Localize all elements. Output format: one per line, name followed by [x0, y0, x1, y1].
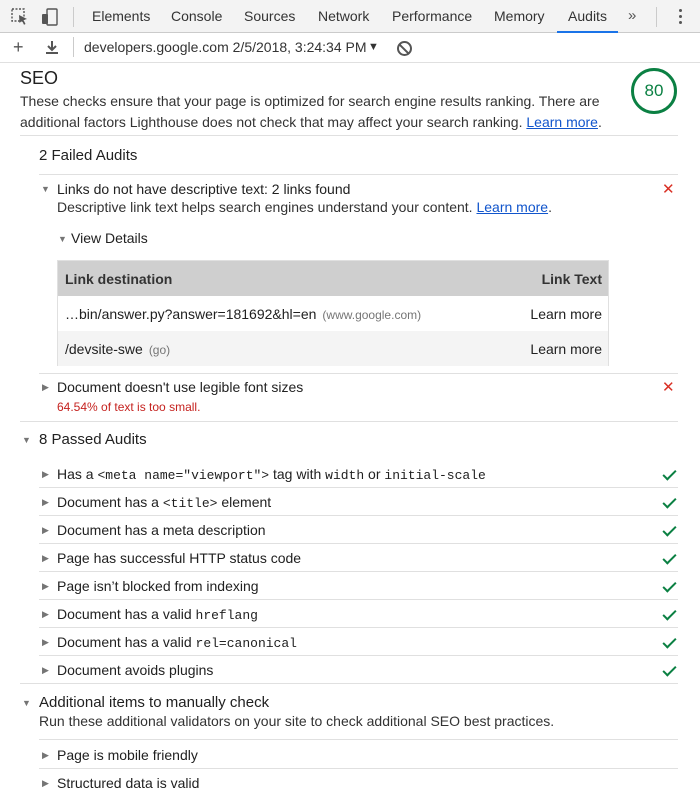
divider: [39, 599, 678, 600]
tab-sources[interactable]: Sources: [244, 8, 296, 24]
manual-item[interactable]: Page is mobile friendly: [57, 747, 198, 763]
audit-title-part: Document has a: [57, 494, 163, 510]
collapsed-arrow-icon[interactable]: ▶: [42, 525, 49, 535]
divider: [39, 487, 678, 488]
clear-reports-icon[interactable]: [397, 41, 412, 56]
audit-title-part: element: [217, 494, 272, 510]
pass-check-icon: [662, 522, 676, 536]
collapsed-arrow-icon[interactable]: ▶: [42, 581, 49, 591]
pass-check-icon: [662, 550, 676, 564]
divider: [20, 135, 678, 136]
pass-check-icon: [662, 494, 676, 508]
audit-title-part: width: [325, 468, 365, 483]
fail-icon: ✕: [662, 379, 675, 396]
url-text: /devsite-swe: [65, 341, 143, 357]
divider: [39, 655, 678, 656]
view-details-toggle[interactable]: View Details: [71, 230, 148, 246]
audit-title[interactable]: [57, 466, 486, 483]
expanded-arrow-icon[interactable]: ▼: [22, 698, 31, 708]
audit-description: Descriptive link text helps search engines understand your content. Learn more.: [57, 199, 552, 215]
column-header: Link destination: [65, 271, 173, 287]
audit-title-part: hreflang: [195, 608, 258, 623]
category-description: These checks ensure that your page is optimized for search engine results ranking. There are additional factors Lighthouse does not check that may affect your search ranking. Learn more.: [20, 93, 602, 130]
audit-title[interactable]: [57, 550, 301, 566]
audit-title-part: Document has a meta description: [57, 522, 266, 538]
audit-display-value: 64.54% of text is too small.: [57, 400, 201, 414]
collapsed-arrow-icon[interactable]: ▶: [42, 469, 49, 479]
url-host: (go): [148, 343, 171, 357]
tabbar-separator: [656, 7, 657, 27]
divider: [20, 683, 678, 684]
collapsed-arrow-icon[interactable]: ▶: [42, 497, 49, 507]
score-value: 80: [644, 81, 664, 100]
collapsed-arrow-icon[interactable]: ▶: [42, 637, 49, 647]
audit-title[interactable]: [57, 522, 266, 538]
divider: [39, 768, 678, 769]
url-host: (www.google.com): [322, 308, 422, 322]
expanded-arrow-icon[interactable]: ▼: [41, 184, 50, 194]
collapsed-arrow-icon[interactable]: ▶: [42, 382, 49, 392]
collapsed-arrow-icon[interactable]: ▶: [42, 778, 49, 788]
audits-toolbar: [0, 33, 700, 63]
audit-title[interactable]: [57, 494, 271, 511]
audit-title-part: rel=canonical: [195, 636, 297, 651]
table-row: [58, 331, 608, 366]
audit-title[interactable]: [57, 578, 259, 594]
manual-item[interactable]: Structured data is valid: [57, 775, 200, 791]
score-gauge: [631, 68, 677, 114]
audit-title-part: Document has a valid: [57, 606, 196, 622]
category-description-text: These checks ensure that your page is optimized for search engine results ranking. There are additional factors Lighthouse does not check that may affect your search ranking.: [20, 93, 600, 130]
learn-more-link[interactable]: Learn more: [476, 199, 549, 215]
audit-title-part: Page isn’t blocked from indexing: [57, 578, 259, 594]
collapsed-arrow-icon[interactable]: ▶: [42, 665, 49, 675]
more-tabs-icon[interactable]: »: [628, 7, 637, 24]
divider: [39, 174, 678, 175]
link-text: Learn more: [530, 306, 602, 322]
passed-audits-title[interactable]: 8 Passed Audits: [39, 431, 147, 448]
link-text: Learn more: [530, 341, 602, 357]
device-toolbar-icon[interactable]: [41, 8, 59, 26]
pass-check-icon: [662, 634, 676, 648]
audit-title-part: <title>: [162, 496, 218, 511]
fail-icon: ✕: [662, 181, 675, 198]
report-selector[interactable]: developers.google.com 2/5/2018, 3:24:34 PM: [84, 39, 367, 55]
devtools-tabbar: [0, 0, 700, 33]
audit-description-text: Descriptive link text helps search engines understand your content.: [57, 199, 473, 215]
details-table: [57, 260, 609, 366]
audit-title-part: tag with: [269, 466, 326, 482]
audit-title-part: Document avoids plugins: [57, 662, 214, 678]
download-report-icon[interactable]: [45, 40, 59, 55]
divider: [39, 571, 678, 572]
divider: [39, 627, 678, 628]
link-destination: [65, 341, 170, 357]
manual-checks-title[interactable]: Additional items to manually check: [39, 694, 270, 711]
pass-check-icon: [662, 662, 676, 676]
audit-title-part: initial-scale: [384, 468, 486, 483]
audit-title[interactable]: [57, 662, 213, 678]
collapsed-arrow-icon[interactable]: ▶: [42, 750, 49, 760]
manual-checks-description: Run these additional validators on your site to check additional SEO best practices.: [39, 713, 555, 729]
learn-more-link[interactable]: Learn more: [526, 114, 598, 130]
audit-title-part: Document has a valid: [57, 634, 196, 650]
tab-audits[interactable]: Audits: [557, 0, 618, 33]
divider: [39, 373, 678, 374]
audit-title-part: Page has successful HTTP status code: [57, 550, 302, 566]
audit-title[interactable]: [57, 606, 258, 623]
table-header: [58, 261, 608, 296]
audit-title[interactable]: [57, 634, 297, 651]
url-text: …bin/answer.py?answer=181692&hl=en: [65, 306, 317, 322]
report-dropdown-icon[interactable]: ▼: [368, 41, 379, 53]
tab-elements[interactable]: Elements: [92, 8, 151, 24]
tab-network[interactable]: Network: [318, 8, 370, 24]
failed-audits-title: 2 Failed Audits: [39, 147, 138, 164]
tab-performance[interactable]: Performance: [392, 8, 473, 24]
link-destination: [65, 306, 421, 322]
audit-title[interactable]: Document doesn't use legible font sizes: [57, 379, 304, 395]
tabbar-separator: [73, 7, 74, 27]
divider: [20, 421, 678, 422]
inspect-element-icon[interactable]: [11, 8, 29, 26]
collapsed-arrow-icon[interactable]: ▶: [42, 553, 49, 563]
tab-memory[interactable]: Memory: [494, 8, 545, 24]
audit-title-part: <meta name="viewport">: [97, 468, 270, 483]
tab-console[interactable]: Console: [171, 8, 223, 24]
expanded-arrow-icon[interactable]: ▼: [22, 435, 31, 445]
pass-check-icon: [662, 606, 676, 620]
audit-title[interactable]: Links do not have descriptive text: 2 links found: [57, 181, 351, 197]
column-header: Link Text: [541, 271, 602, 287]
toolbar-separator: [73, 37, 74, 57]
divider: [39, 739, 678, 740]
customize-menu-icon[interactable]: [679, 9, 683, 27]
audit-title-part: Has a: [57, 466, 98, 482]
divider: [39, 543, 678, 544]
expanded-arrow-icon[interactable]: ▼: [58, 234, 67, 244]
pass-check-icon: [662, 578, 676, 592]
audit-title-part: or: [364, 466, 385, 482]
collapsed-arrow-icon[interactable]: ▶: [42, 609, 49, 619]
pass-check-icon: [662, 466, 676, 480]
new-audit-icon[interactable]: +: [13, 37, 24, 57]
divider: [39, 515, 678, 516]
table-row: [58, 296, 608, 331]
category-title: SEO: [20, 68, 59, 88]
